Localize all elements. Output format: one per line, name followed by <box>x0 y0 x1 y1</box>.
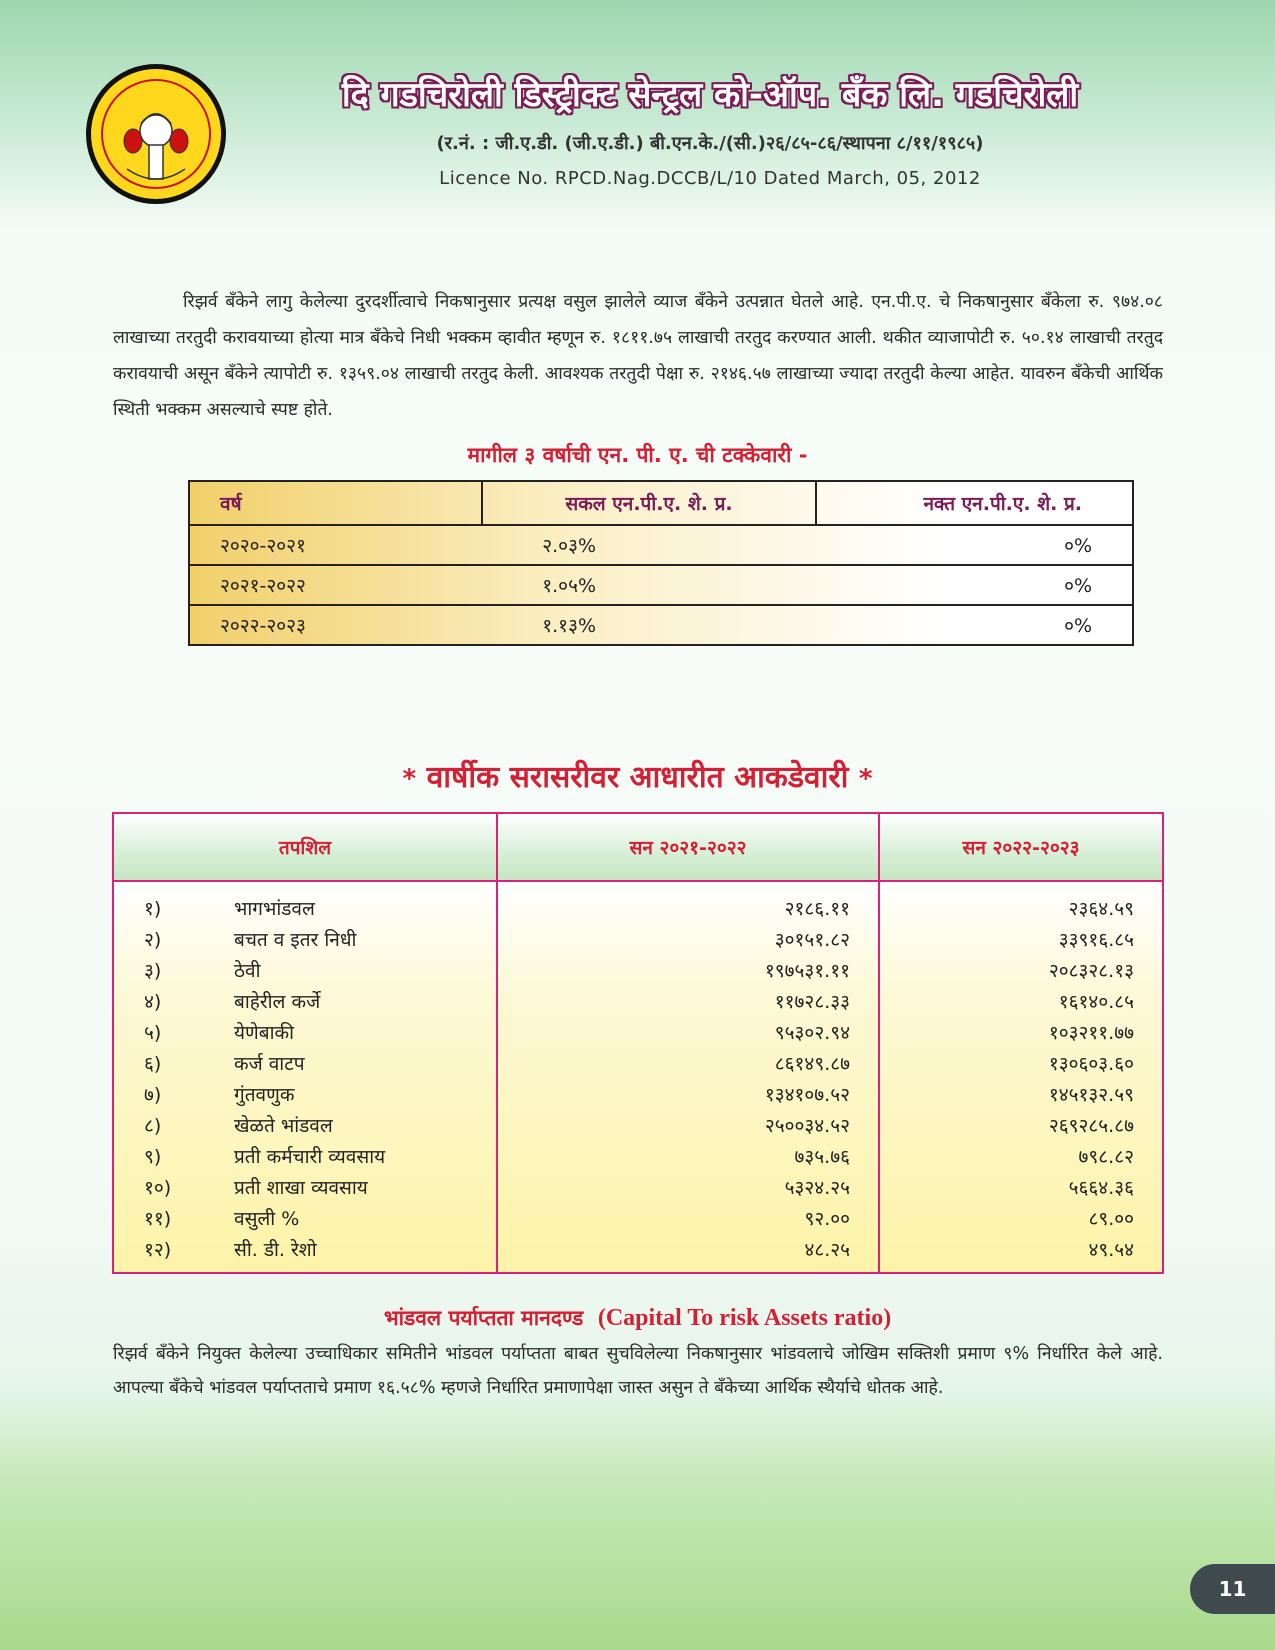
stats-value-2021-22: ३०१५१.८२ <box>497 923 879 954</box>
stats-title-text: वार्षीक सरासरीवर आधारीत आकडेवारी <box>426 760 849 795</box>
npa-year: २०२०-२०२१ <box>189 525 482 565</box>
npa-table <box>188 480 1134 646</box>
star-icon: * <box>402 764 417 794</box>
stats-value-2022-23: ८९.०० <box>879 1202 1163 1233</box>
stats-item-label: गुंतवणुक <box>234 1083 295 1106</box>
stats-item-number: १०) <box>144 1176 172 1199</box>
stats-value-2022-23: १४५१३२.५९ <box>879 1078 1163 1109</box>
stats-item <box>113 1078 497 1109</box>
registration-line: (र.नं. : जी.ए.डी. (जी.ए.डी.) बी.एन.के./(सी.)२६/८५-८६/स्थापना ८/११/१९८५) <box>436 133 984 154</box>
bank-name-title: दि गडचिरोली डिस्ट्रीक्ट सेन्ट्रल को-ऑप. बँक लि. गडचिरोली <box>341 75 1079 115</box>
stats-col-year2: सन २०२२-२०२३ <box>879 813 1163 881</box>
stats-value-2022-23: २६९२८५.८७ <box>879 1109 1163 1140</box>
stats-value-2021-22: ७३५.७६ <box>497 1140 879 1171</box>
npa-year: २०२१-२०२२ <box>189 565 482 605</box>
npa-col-gross: सकल एन.पी.ए. शे. प्र. <box>482 481 816 525</box>
stats-item-label: प्रती शाखा व्यवसाय <box>234 1176 368 1199</box>
stats-value-2022-23: ३३९१६.८५ <box>879 923 1163 954</box>
star-icon: * <box>858 764 873 794</box>
npa-col-year: वर्ष <box>189 481 482 525</box>
stats-item-number: ८) <box>144 1114 162 1137</box>
table-row <box>113 1140 1163 1171</box>
stats-value-2022-23: १३०६०३.६० <box>879 1047 1163 1078</box>
stats-item <box>113 1202 497 1233</box>
table-row <box>189 525 1133 565</box>
intro-text: रिझर्व बँकेने लागु केलेल्या दुरदर्शीत्वाचे निकषानुसार प्रत्यक्ष वसुल झालेले व्याज बँकेने उत्पन्नात घेतले आहे. एन.पी.ए. चे निकषानुसार बँकेला रु. ९७४.०८ लाखाच्या तरतुदी करावयाच्या होत्या मात्र बँकेचे निधी भक्कम व्हावीत म्हणून रु. १८११.७५ लाखाची तरतुद करण्यात आली. थकीत व्याजापोटी रु. ५०.१४ लाखाची तरतुद करावयाची असून बँकेने त्यापोटी रु. १३५९.०४ लाखाची तरतुद केली. आवश्यक तरतुदी पेक्षा रु. २१४६.५७ लाखाच्या ज्यादा तरतुदी केल्या आहेत. यावरुन बँकेची आर्थिक स्थिती भक्कम असल्याचे स्पष्ट होते. <box>113 292 1163 420</box>
npa-net: ०% <box>816 525 1133 565</box>
stats-value-2021-22: २५००३४.५२ <box>497 1109 879 1140</box>
npa-year: २०२२-२०२३ <box>189 605 482 645</box>
seal-emblem-icon <box>91 69 221 199</box>
table-row <box>113 954 1163 985</box>
table-row <box>189 605 1133 645</box>
stats-item-number: ११) <box>144 1207 172 1230</box>
stats-value-2021-22: ५३२४.२५ <box>497 1171 879 1202</box>
stats-item <box>113 881 497 923</box>
stats-value-2022-23: ७९८.८२ <box>879 1140 1163 1171</box>
intro-paragraph <box>113 284 1163 428</box>
stats-value-2022-23: २३६४.५९ <box>879 881 1163 923</box>
npa-gross: १.०५% <box>482 565 816 605</box>
stats-item <box>113 1171 497 1202</box>
npa-net: ०% <box>816 605 1133 645</box>
table-row <box>113 881 1163 923</box>
stats-item-label: भागभांडवल <box>234 897 315 920</box>
npa-net: ०% <box>816 565 1133 605</box>
stats-item-label: प्रती कर्मचारी व्यवसाय <box>234 1145 386 1168</box>
stats-header-row <box>113 813 1163 881</box>
stats-item-label: बाहेरील कर्जे <box>234 990 321 1013</box>
table-row <box>113 1109 1163 1140</box>
stats-item-label: येणेबाकी <box>234 1021 295 1044</box>
stats-item-number: ३) <box>144 959 162 982</box>
stats-value-2022-23: १०३२११.७७ <box>879 1016 1163 1047</box>
table-row <box>113 1016 1163 1047</box>
stats-value-2021-22: ९५३०२.९४ <box>497 1016 879 1047</box>
car-section-title <box>0 1304 1275 1332</box>
stats-value-2021-22: १९७५३१.११ <box>497 954 879 985</box>
stats-item <box>113 985 497 1016</box>
npa-header-row <box>189 481 1133 525</box>
stats-value-2022-23: २०८३२८.१३ <box>879 954 1163 985</box>
car-title-english: (Capital To risk Assets ratio) <box>597 1305 892 1331</box>
stats-value-2021-22: ४८.२५ <box>497 1233 879 1273</box>
car-title-marathi: भांडवल पर्याप्तता मानदण्ड <box>383 1306 584 1330</box>
stats-item-number: ६) <box>144 1052 162 1075</box>
stats-item-number: ७) <box>144 1083 162 1106</box>
table-row <box>113 1233 1163 1273</box>
stats-item-number: ५) <box>144 1021 162 1044</box>
table-row <box>113 1171 1163 1202</box>
stats-value-2022-23: ४९.५४ <box>879 1233 1163 1273</box>
table-row <box>113 1078 1163 1109</box>
stats-value-2021-22: ९२.०० <box>497 1202 879 1233</box>
stats-value-2021-22: ११७२८.३३ <box>497 985 879 1016</box>
stats-col-year1: सन २०२१-२०२२ <box>497 813 879 881</box>
table-row <box>113 923 1163 954</box>
stats-value-2021-22: १३४१०७.५२ <box>497 1078 879 1109</box>
stats-item-number: २) <box>144 928 162 951</box>
table-row <box>189 565 1133 605</box>
page-number: 11 <box>1190 1564 1275 1614</box>
stats-item <box>113 1233 497 1273</box>
table-row <box>113 1047 1163 1078</box>
stats-item-label: खेळते भांडवल <box>234 1114 333 1137</box>
car-paragraph: रिझर्व बँकेने नियुक्त केलेल्या उच्चाधिकार समितीने भांडवल पर्याप्तता बाबत सुचविलेल्या निकषानुसार भांडवलाचे जोखिम सक्तिशी प्रमाण ९% निर्धारित केले आहे. आपल्या बँकेचे भांडवल पर्याप्तताचे प्रमाण १६.५८% म्हणजे निर्धारित प्रमाणापेक्षा जास्त असुन ते बँकेच्या आर्थिक स्थैर्याचे धोतक आहे. <box>113 1344 1163 1398</box>
stats-value-2022-23: ५६६४.३६ <box>879 1171 1163 1202</box>
stats-item-label: सी. डी. रेशो <box>234 1238 317 1261</box>
stats-item <box>113 923 497 954</box>
stats-col-details: तपशिल <box>113 813 497 881</box>
stats-item <box>113 1047 497 1078</box>
stats-section-title <box>0 755 1275 796</box>
stats-value-2022-23: १६१४०.८५ <box>879 985 1163 1016</box>
stats-item <box>113 1109 497 1140</box>
npa-gross: १.१३% <box>482 605 816 645</box>
stats-item-number: १) <box>144 897 162 920</box>
bank-logo-seal <box>86 64 226 204</box>
stats-item-label: कर्ज वाटप <box>234 1052 305 1075</box>
stats-item-number: ९) <box>144 1145 162 1168</box>
annual-stats-table <box>112 812 1164 1274</box>
stats-value-2021-22: ८६१४९.८७ <box>497 1047 879 1078</box>
stats-item-label: ठेवी <box>234 959 261 982</box>
stats-item-number: १२) <box>144 1238 172 1261</box>
table-row <box>113 985 1163 1016</box>
stats-item-label: बचत व इतर निधी <box>234 928 357 951</box>
stats-item <box>113 1016 497 1047</box>
licence-line: Licence No. RPCD.Nag.DCCB/L/10 Dated March, 05, 2012 <box>439 168 981 189</box>
stats-item-label: वसुली % <box>234 1207 300 1230</box>
stats-value-2021-22: २१८६.११ <box>497 881 879 923</box>
stats-item <box>113 954 497 985</box>
stats-item-number: ४) <box>144 990 162 1013</box>
npa-section-title: मागील ३ वर्षाची एन. पी. ए. ची टक्केवारी - <box>467 443 808 467</box>
npa-gross: २.०३% <box>482 525 816 565</box>
stats-item <box>113 1140 497 1171</box>
table-row <box>113 1202 1163 1233</box>
npa-col-net: नक्त एन.पी.ए. शे. प्र. <box>816 481 1133 525</box>
